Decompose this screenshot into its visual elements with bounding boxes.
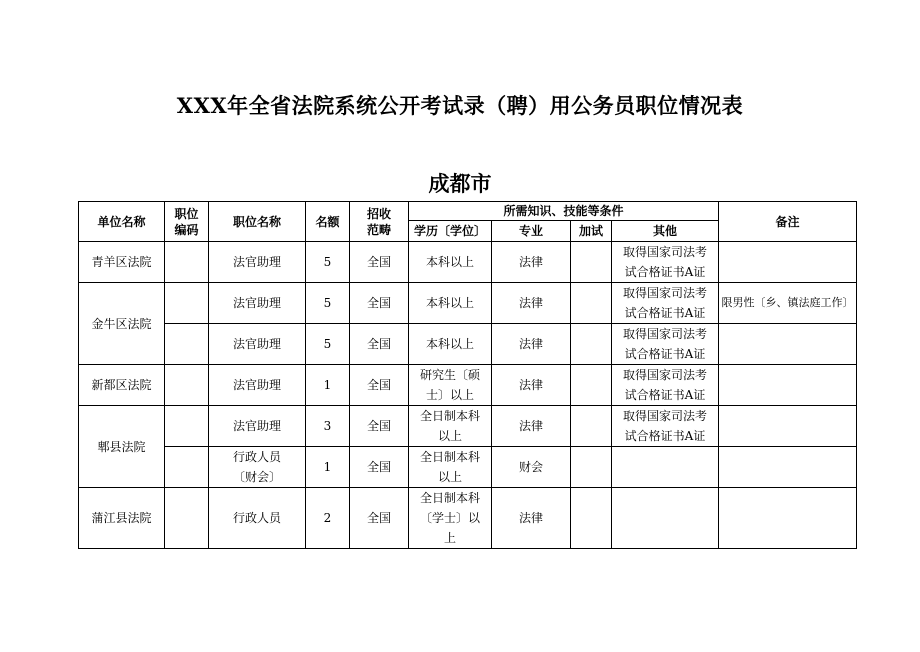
- header-education: 学历〔学位〕: [409, 221, 492, 242]
- cell-position: 法官助理: [209, 242, 306, 283]
- cell-other: 取得国家司法考试合格证书A证: [612, 324, 719, 365]
- header-other: 其他: [612, 221, 719, 242]
- header-row-1: [79, 202, 857, 221]
- header-quota: 名额: [306, 202, 350, 242]
- cell-unit: 新都区法院: [79, 365, 165, 406]
- cell-position: 行政人员: [209, 488, 306, 549]
- cell-scope: 全国: [350, 447, 409, 488]
- header-requirements: 所需知识、技能等条件: [409, 202, 719, 221]
- table-row: [79, 406, 857, 447]
- cell-scope: 全国: [350, 283, 409, 324]
- cell-position: 法官助理: [209, 283, 306, 324]
- cell-position: 法官助理: [209, 324, 306, 365]
- table-row: [79, 447, 857, 488]
- cell-extra: [571, 324, 612, 365]
- document-title: XXX年全省法院系统公开考试录（聘）用公务员职位情况表: [176, 93, 744, 118]
- cell-education: 全日制本科以上: [409, 406, 492, 447]
- cell-extra: [571, 283, 612, 324]
- cell-extra: [571, 447, 612, 488]
- cell-unit: 蒲江县法院: [79, 488, 165, 549]
- cell-unit: 郫县法院: [79, 406, 165, 488]
- cell-remarks: [719, 447, 857, 488]
- cell-other: 取得国家司法考试合格证书A证: [612, 365, 719, 406]
- cell-scope: 全国: [350, 365, 409, 406]
- cell-education: 研究生〔硕士〕以上: [409, 365, 492, 406]
- cell-major: 法律: [492, 365, 571, 406]
- cell-scope: 全国: [350, 324, 409, 365]
- cell-education: 本科以上: [409, 324, 492, 365]
- table-row: [79, 242, 857, 283]
- cell-code: [165, 447, 209, 488]
- cell-code: [165, 283, 209, 324]
- cell-scope: 全国: [350, 242, 409, 283]
- cell-other: [612, 447, 719, 488]
- cell-major: 法律: [492, 283, 571, 324]
- cell-quota: 1: [306, 447, 350, 488]
- table-row: [79, 488, 857, 549]
- cell-scope: 全国: [350, 406, 409, 447]
- header-extra: 加试: [571, 221, 612, 242]
- cell-education: 本科以上: [409, 283, 492, 324]
- header-unit: 单位名称: [79, 202, 165, 242]
- cell-major: 法律: [492, 406, 571, 447]
- cell-position: 行政人员〔财会〕: [209, 447, 306, 488]
- cell-extra: [571, 242, 612, 283]
- cell-code: [165, 365, 209, 406]
- table-row: [79, 324, 857, 365]
- cell-extra: [571, 488, 612, 549]
- cell-remarks: 限男性〔乡、镇法庭工作〕: [719, 283, 857, 324]
- header-position-code: 职位编码: [165, 202, 209, 242]
- cell-education: 本科以上: [409, 242, 492, 283]
- header-major: 专业: [492, 221, 571, 242]
- cell-quota: 1: [306, 365, 350, 406]
- cell-quota: 5: [306, 283, 350, 324]
- cell-remarks: [719, 242, 857, 283]
- cell-other: [612, 488, 719, 549]
- cell-extra: [571, 406, 612, 447]
- cell-remarks: [719, 324, 857, 365]
- cell-quota: 5: [306, 242, 350, 283]
- cell-education: 全日制本科以上: [409, 447, 492, 488]
- cell-other: 取得国家司法考试合格证书A证: [612, 242, 719, 283]
- cell-scope: 全国: [350, 488, 409, 549]
- table-row: [79, 365, 857, 406]
- header-remarks: 备注: [719, 202, 857, 242]
- cell-quota: 5: [306, 324, 350, 365]
- cell-other: 取得国家司法考试合格证书A证: [612, 406, 719, 447]
- cell-education: 全日制本科〔学士〕以上: [409, 488, 492, 549]
- cell-unit: 青羊区法院: [79, 242, 165, 283]
- cell-quota: 2: [306, 488, 350, 549]
- cell-code: [165, 242, 209, 283]
- cell-position: 法官助理: [209, 365, 306, 406]
- city-heading: 成都市: [428, 172, 492, 196]
- cell-extra: [571, 365, 612, 406]
- cell-remarks: [719, 365, 857, 406]
- cell-code: [165, 488, 209, 549]
- header-position-name: 职位名称: [209, 202, 306, 242]
- cell-unit: 金牛区法院: [79, 283, 165, 365]
- cell-remarks: [719, 488, 857, 549]
- cell-remarks: [719, 406, 857, 447]
- cell-position: 法官助理: [209, 406, 306, 447]
- cell-code: [165, 406, 209, 447]
- cell-code: [165, 324, 209, 365]
- cell-major: 财会: [492, 447, 571, 488]
- header-scope: 招收范畴: [350, 202, 409, 242]
- table-row: [79, 283, 857, 324]
- cell-major: 法律: [492, 324, 571, 365]
- positions-table: [78, 201, 857, 549]
- cell-major: 法律: [492, 242, 571, 283]
- cell-major: 法律: [492, 488, 571, 549]
- cell-quota: 3: [306, 406, 350, 447]
- cell-other: 取得国家司法考试合格证书A证: [612, 283, 719, 324]
